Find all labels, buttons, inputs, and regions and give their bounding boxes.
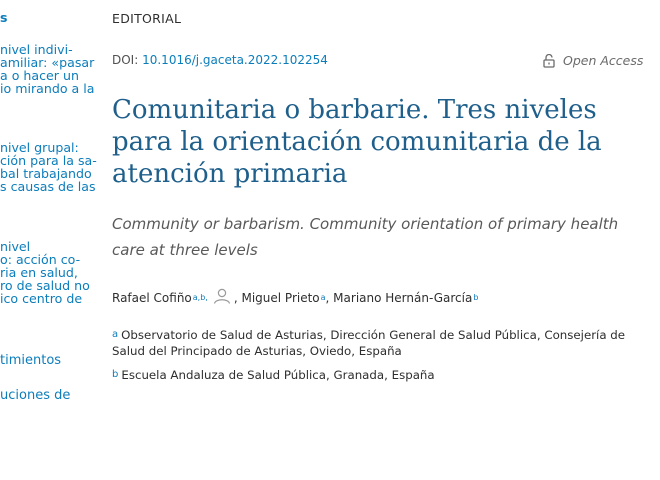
affiliation-text: Observatorio de Salud de Asturias, Dirección General de Salud Pública, Consejería de Salud del Principado de Asturias, Oviedo, España [112,328,626,358]
affiliation-marker: a [112,329,119,340]
toc-link-contributions[interactable]: uciones de [0,388,71,403]
toc-text: ción para la sa- [0,153,97,168]
toc-text: nivel indivi- [0,42,73,57]
affiliation-text: Escuela Andaluza de Salud Pública, Granada, España [121,368,435,382]
open-access-label: Open Access [563,53,644,68]
author-name: , Miguel Prieto [233,290,320,305]
unlock-icon [543,54,555,68]
person-icon[interactable] [213,288,231,307]
author-name: Rafael Cofiño [112,290,192,305]
toc-text: nivel grupal: [0,140,79,155]
author-link-hernan-garcia[interactable] [326,291,473,305]
toc-text: bal trabajando [0,166,92,181]
author-link-cofino[interactable] [112,291,192,305]
author-sup: a [320,293,326,302]
toc-text: amiliar: «pasar [0,55,95,70]
author-list [112,288,478,307]
affiliation-marker: b [112,369,119,380]
doi-link[interactable]: 10.1016/j.gaceta.2022.102254 [142,53,328,67]
toc-link-community-level[interactable] [0,240,90,305]
doi-line [112,53,328,67]
toc-text: io mirando a la [0,81,95,96]
toc-text: ro de salud no [0,278,90,293]
toc-text: ico centro de [0,291,83,306]
toc-text: nivel [0,239,31,254]
article-subtitle: Community or barbarism. Community orientation of primary health care at three levels [112,215,619,259]
toc-heading: s [0,10,8,25]
article-type: EDITORIAL [112,11,182,26]
author-sup: b [473,293,479,302]
author-name: , Mariano Hernán-García [325,290,473,305]
author-link-prieto[interactable] [234,291,320,305]
toc-text: ria en salud, [0,265,78,280]
author-sup: a,b, [192,293,208,302]
toc-link-acknowledgements[interactable]: timientos [0,353,62,368]
toc-text: s causas de las [0,179,96,194]
article-title: Comunitaria o barbarie. Tres niveles para la orientación comunitaria de la atención primaria [112,95,602,189]
doi-label: DOI: [112,53,143,67]
affiliation-a [112,327,642,359]
toc-text: o: acción co- [0,252,81,267]
toc-link-group-level[interactable] [0,141,97,193]
toc-text: a o hacer un [0,68,79,83]
affiliation-b [112,367,642,383]
open-access-badge[interactable] [543,53,643,68]
toc-link-individual-level[interactable] [0,43,95,95]
toc-sidebar [0,0,100,480]
